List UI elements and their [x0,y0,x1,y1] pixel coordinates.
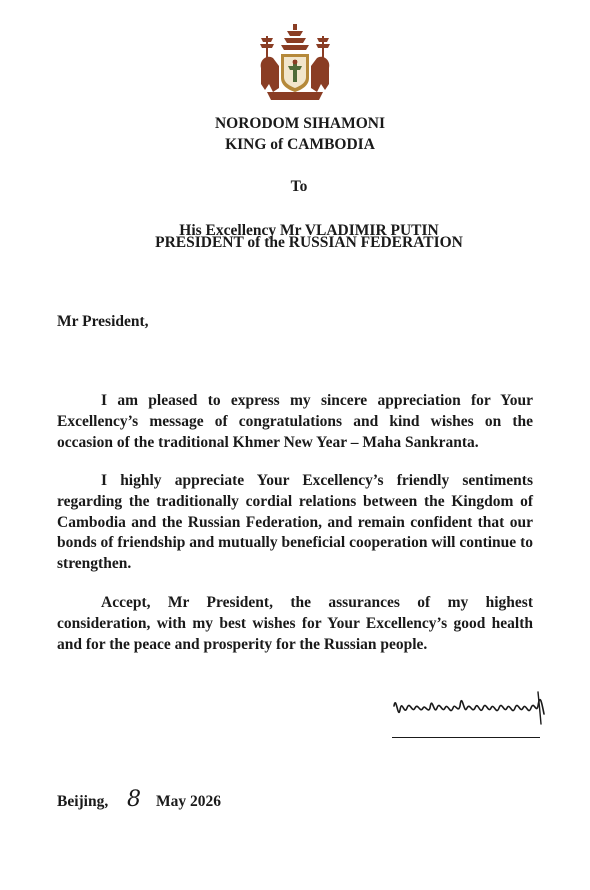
body-paragraph-3: Accept, Mr President, the assurances of my highest consideration, with my best wishes for Your Excellency’s good health and for the peace and prosperity for the Russian people. [57,594,533,653]
date-day-handwritten: 8 [127,787,141,812]
recipient-line-1: His Excellency Mr VLADIMIR PUTIN [179,222,439,239]
recipient-line-2: PRESIDENT of the RUSSIAN FEDERATION [155,234,463,251]
to-label: To [290,178,308,195]
sender-name: NORODOM SIHAMONI [214,115,386,132]
signature-underline [392,737,540,738]
body-paragraph-1: I am pleased to express my sincere appreciation for Your Excellency’s message of congratulations and kind wishes on the occasion of the traditional Khmer New Year – Maha Sankranta. [57,392,533,451]
sender-title: KING of CAMBODIA [225,136,375,153]
salutation: Mr President, [57,313,149,330]
date-place: Beijing, [57,793,109,810]
handwritten-signature [388,684,558,742]
body-paragraph-2: I highly appreciate Your Excellency’s friendly sentiments regarding the traditionally cordial relations between the Kingdom of Cambodia and the Russian Federation, and remain confident that our bonds of friendship and mutually beneficial cooperation will continue to strengthen. [57,472,533,573]
date-month-year: May 2026 [156,793,222,810]
royal-crest-icon [257,22,333,102]
